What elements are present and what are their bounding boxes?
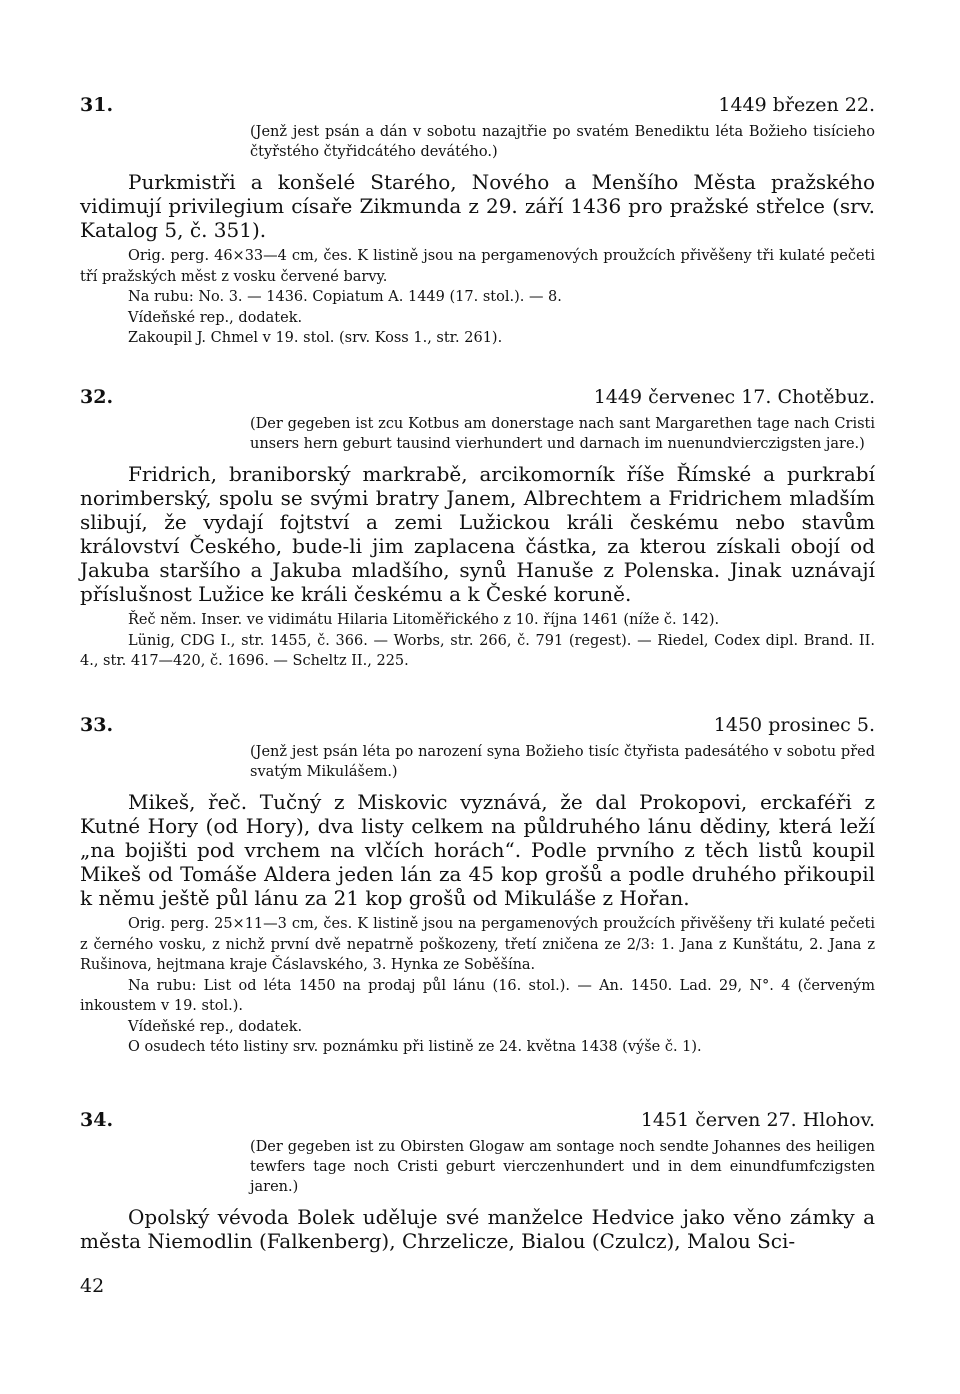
entry-text: Purkmistři a konšelé Starého, Nového a Menšího Města pražského vidimují privilegium císaře Zikmunda z 29. září 1436 pro pražské střelce (srv. Katalog 5, č. 351). — [80, 170, 875, 242]
entry-note: Na rubu: List od léta 1450 na prodaj půl lánu (16. stol.). — An. 1450. Lad. 29, N°. 4 (červeným inkoustem v 19. stol.). — [80, 977, 875, 1014]
entry-regest: (Jenž jest psán a dán v sobotu nazajtřie po svatém Benediktu léta Božieho tisícieho čtyřstého čtyřidcátého devátého.) — [250, 124, 875, 160]
entry-note: Vídeňské rep., dodatek. — [128, 1018, 303, 1035]
entry-note: O osudech této listiny srv. poznámku při listině ze 24. května 1438 (výše č. 1). — [128, 1039, 702, 1055]
entry-regest: (Der gegeben ist zu Obirsten Glogaw am sontage noch sendte Johannes des heiligen tewfers tage noch Cristi geburt vierczenhundert und in dem einundfumfczigsten jaren.) — [250, 1139, 875, 1195]
entry-note: Na rubu: No. 3. — 1436. Copiatum A. 1449 (17. stol.). — 8. — [128, 289, 562, 305]
entry-note: Zakoupil J. Chmel v 19. stol. (srv. Koss 1., str. 261). — [128, 330, 503, 346]
entry-note: Orig. perg. 46×33—4 cm, čes. K listině jsou na pergamenových proužcích přivěšeny tři kulaté pečeti tří pražských měst z vosku červené barvy. — [80, 248, 875, 285]
entry-note: Orig. perg. 25×11—3 cm, čes. K listině jsou na pergamenových proužcích přivěšeny tři kulaté pečeti z černého vosku, z nichž první dvě nepatrně poškozeny, třetí zničena ze 2/3: 1. Jana z Kunštátu, 2. Jana z Rušinova, hejtmana kraje Čáslavského, 3. Hynka ze Soběšína. — [80, 916, 875, 973]
entry-number: 33. — [80, 714, 114, 736]
entry-note: Lünig, CDG I., str. 1455, č. 366. — Worbs, str. 266, č. 791 (regest). — Riedel, Codex dipl. Brand. II. 4., str. 417—420, č. 1696. — Scheltz II., 225. — [80, 632, 875, 669]
page-number: 42 — [80, 1275, 105, 1297]
entry-note: Řeč něm. Inser. ve vidimátu Hilaria Litoměřického z 10. října 1461 (níže č. 142). — [128, 612, 720, 628]
entry-regest: (Jenž jest psán léta po narození syna Božieho tisíc čtyřista padesátého v sobotu před svatým Mikulášem.) — [250, 744, 875, 780]
entry-text: Fridrich, braniborský markrabě, arcikomorník říše Římské a purkrabí norimberský, spolu se svými bratry Janem, Albrechtem a Fridrichem mladším slibují, že vydají fojtství a zemi Lužickou králi českému nebo stavům království Českého, bude-li jim zaplacena částka, za kterou získali obojí od Jakuba staršího a Jakuba mladšího, synů Hanuše z Polenska. Jinak uznávají příslušnost Lužice ke králi českému a k České koruně. — [80, 462, 875, 606]
entry-31 — [80, 92, 875, 349]
entry-text: Opolský vévoda Bolek uděluje své manželce Hedvice jako věno zámky a města Niemodlin (Falkenberg), Chrzelicze, Bialou (Czulcz), Malou Sci- — [80, 1205, 875, 1253]
entry-32 — [80, 384, 875, 672]
entry-33 — [80, 712, 875, 1058]
entry-date: 1449 červenec 17. Chotěbuz. — [593, 386, 875, 408]
entry-number: 34. — [80, 1109, 114, 1131]
entry-number: 32. — [80, 386, 114, 408]
entry-date: 1450 prosinec 5. — [713, 714, 875, 736]
entry-34 — [80, 1107, 875, 1253]
entry-date: 1451 červen 27. Hlohov. — [640, 1109, 875, 1131]
entry-note: Vídeňské rep., dodatek. — [128, 309, 303, 326]
entry-number: 31. — [80, 94, 114, 116]
entry-text: Mikeš, řeč. Tučný z Miskovic vyznává, že dal Prokopovi, erckaféři z Kutné Hory (od Hory), dva listy celkem na půldruhého lánu dědiny, která leží „na bojišti pod vrchem na vlčích horách“. Podle prvního z těch listů koupil Mikeš od Tomáše Aldera jeden lán za 45 kop grošů a podle druhého přikoupil k němu ještě půl lánu za 21 kop grošů od Mikuláše z Hořan. — [80, 790, 875, 910]
entry-regest: (Der gegeben ist zcu Kotbus am donerstage nach sant Margarethen tage nach Cristi unsers hern geburt tausind vierhundert und darnach im nuenundvierczigsten jare.) — [250, 416, 875, 452]
entry-date: 1449 březen 22. — [718, 94, 875, 116]
